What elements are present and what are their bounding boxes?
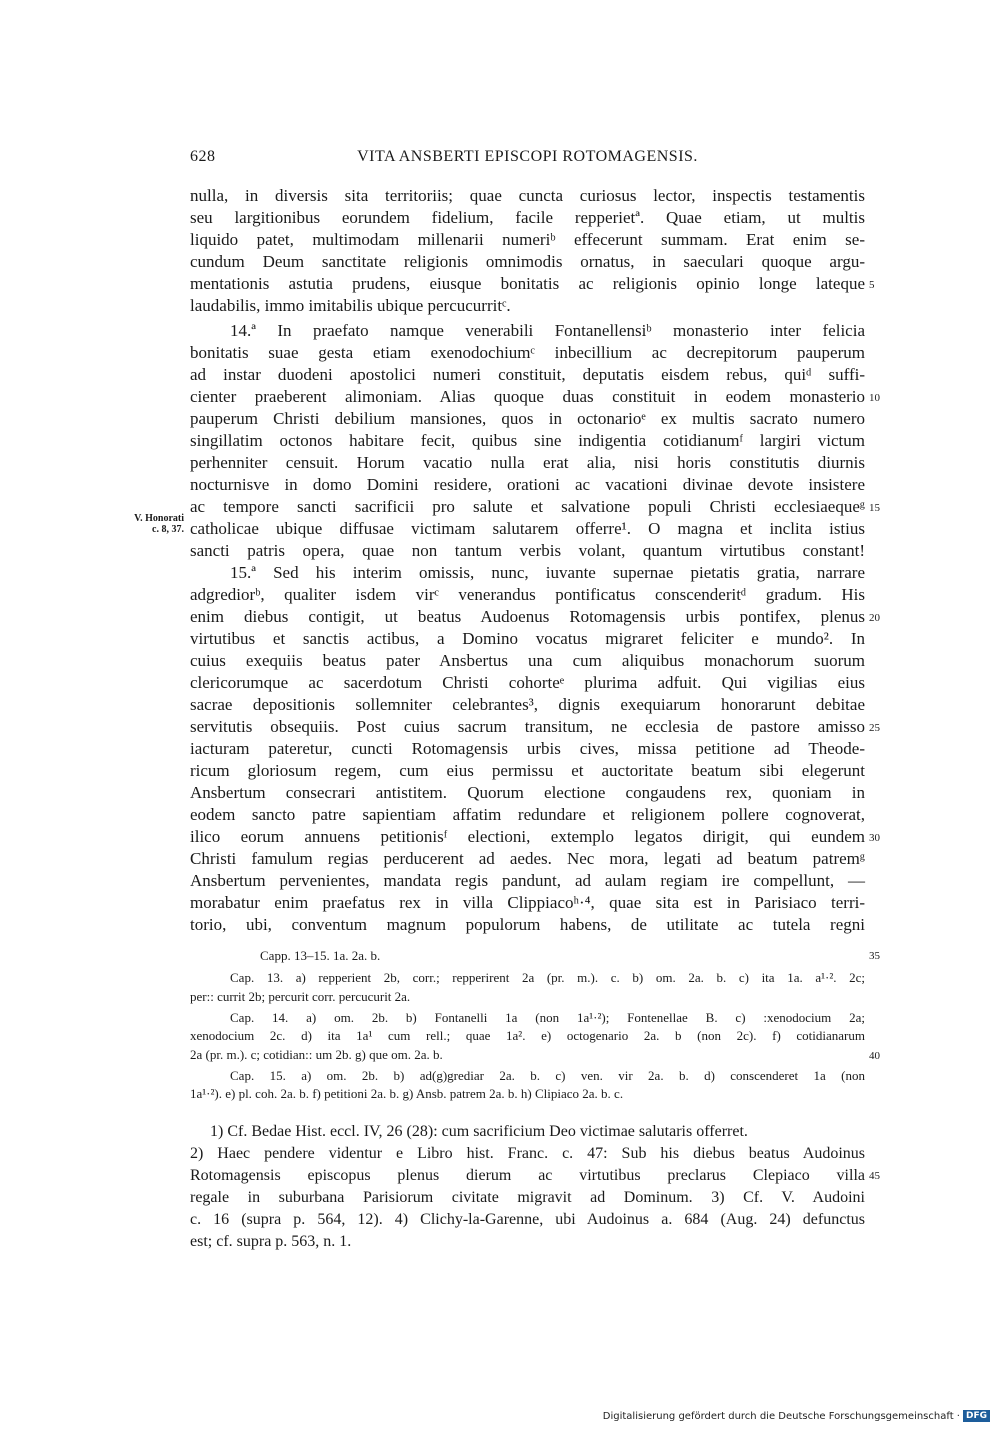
margin-note (118, 513, 184, 535)
apparatus-line: Cap. 15. a) om. 2b. b) ad(g)grediar 2a. b. c) ven. vir 2a. b. d) conscenderet 1a (non (230, 1068, 865, 1083)
footnote-line: est; cf. supra p. 563, n. 1. (190, 1233, 352, 1250)
line-number: 25 (869, 722, 880, 734)
footnote-line: Rotomagensis episcopus plenus dierum ac virtutibus preclarus Clepiaco villa (190, 1167, 865, 1184)
text-line: laudabilis, immo imitabilis ubique percucurritᶜ. (190, 296, 511, 315)
text-line: nulla, in diversis sita territoriis; quae cuncta curiosus lector, inspectis testamentis (190, 186, 865, 205)
text-line: servitutis obsequiis. Post cuius sacrum transitum, ne ecclesia de pastore amisso (190, 717, 865, 736)
text-line: cundum Deum sanctitate religionis omnimodis ornatus, in saeculari quoque argu- (190, 252, 865, 271)
apparatus-line: 1a¹·²). e) pl. coh. 2a. b. f) petitioni 2a. b. g) Ansb. patrem 2a. b. h) Clipiaco 2a. b. c. (190, 1086, 624, 1101)
line-number: 45 (869, 1170, 880, 1182)
line-number: 35 (869, 950, 880, 962)
text-line: ricum gloriosum regem, cum eius permissu et auctoritate beatum sibi elegerunt (190, 761, 865, 780)
text-line: mentationis astutia prudens, eiusque bonitatis ac religionis opinio longe lateque (190, 274, 865, 293)
text-line: eodem sancto patre sapientiam affatim redundare et religionem pollere cognoverat, (190, 805, 865, 824)
digitization-credit (603, 1410, 990, 1422)
footnote-line: 1) Cf. Bedae Hist. eccl. IV, 26 (28): cum sacrificium Deo victimae salutaris offerret. (210, 1123, 748, 1140)
line-number: 30 (869, 832, 880, 844)
apparatus-line: per:: currit 2b; percurit corr. percucurit 2a. (190, 989, 411, 1004)
text-line: ilico eorum annuens petitionisᶠ electioni, extemplo legatos dirigit, qui eundem (190, 827, 865, 846)
footnote-line: regale in suburbana Parisiorum civitate migravit ad Dominum. 3) Cf. V. Audoini (190, 1189, 865, 1206)
page-number: 628 (190, 148, 216, 165)
chapter-start-14: 14.ª In praefato namque venerabili Fontanellensiᵇ monasterio inter felicia (230, 321, 865, 340)
text-line: bonitatis suae gesta etiam exenodochiumᶜ inbecillium ac decrepitorum pauperum (190, 343, 865, 362)
running-header (190, 148, 865, 170)
credit-text: Digitalisierung gefördert durch die Deutsche Forschungsgemeinschaft · (602, 1410, 960, 1422)
text-line: iacturam pateretur, cuncti Rotomagensis urbis cives, missa petitione ad Theode- (190, 739, 865, 758)
footnote-line: 2) Haec pendere videntur e Libro hist. Franc. c. 47: Sub his diebus beatus Audoinus (190, 1145, 865, 1162)
apparatus-line: Cap. 14. a) om. 2b. b) Fontanelli 1a (non 1a¹·²); Fontenellae B. c) :xenodocium 2a; (230, 1010, 865, 1025)
text-line: enim diebus contigit, ut beatus Audoenus Rotomagensis urbis pontifex, plenus (190, 607, 865, 626)
line-number: 5 (869, 279, 875, 291)
apparatus-line: Cap. 13. a) repperient 2b, corr.; repperirent 2a (pr. m.). c. b) om. 2a. b. c) ita 1a. a¹·². 2c; (230, 970, 865, 985)
text-line: ac tempore sancti sacrificii pro salute et salvatione populi Christi ecclesiaequeᵍ (190, 497, 865, 516)
text-line: cuius exequiis beatus pater Ansbertus una cum aliquibus monachorum suorum (190, 651, 865, 670)
text-line: singillatim octonos habitare fecit, quibus sine indigentia cotidianumᶠ largiri victum (190, 431, 865, 450)
margin-note-source: V. Honorati (134, 513, 184, 524)
apparatus-line: xenodocium 2c. d) ita 1a¹ cum rell.; quae 1a². e) octogenario 2a. b (non 2c). f) cotidianarum (190, 1028, 865, 1043)
text-line: liquido patet, multimodam millenarii numeriᵇ effecerunt summam. Erat enim se- (190, 230, 865, 249)
dfg-logo-icon: DFG (963, 1410, 990, 1422)
line-number: 20 (869, 612, 880, 624)
text-line: cienter praeberent alimoniam. Alias quoque duas constituit in eodem monasterio (190, 387, 865, 406)
text-line: Ansbertum pervenientes, mandata regis pandunt, ad aulam regiam ire compellunt, — (190, 871, 865, 890)
text-line: seu largitionibus eorundem fidelium, facile repperietª. Quae etiam, ut multis (190, 208, 865, 227)
text-line: sancti patris opera, quae non tantum verbis volant, quantum virtutibus constant! (190, 541, 865, 560)
line-number: 15 (869, 502, 880, 514)
apparatus-line: Capp. 13–15. 1a. 2a. b. (260, 948, 381, 963)
text-line: sacrae depositionis sollemniter celebrantes³, dignis exequiarum honorarunt debitae (190, 695, 865, 714)
text-line: catholicae ubique diffusae victimam salutarem offerre¹. O magna et inclita istius (190, 519, 865, 538)
text-line: clericorumque ac sacerdotum Christi cohorteᵉ plurima adfuit. Qui vigilias eius (190, 673, 865, 692)
text-line: adgrediorᵇ, qualiter isdem virᶜ venerandus pontificatus conscenderitᵈ gradum. His (190, 585, 865, 604)
line-number: 10 (869, 392, 880, 404)
text-line: torio, ubi, conventum magnum populorum habens, de utilitate ac tutela regni (190, 915, 865, 934)
apparatus-line: 2a (pr. m.). c; cotidian:: um 2b. g) que om. 2a. b. (190, 1047, 443, 1062)
text-line: virtutibus et sanctis actibus, a Domino vocatus migraret feliciter e mundo². In (190, 629, 865, 648)
running-title: VITA ANSBERTI EPISCOPI ROTOMAGENSIS. (357, 148, 698, 165)
margin-note-reference: c. 8, 37. (152, 524, 184, 535)
text-line: Christi famulum regias perducerent ad aedes. Nec mora, legati ad beatum patremᵍ (190, 849, 865, 868)
text-line: nocturnisve in domo Domini residere, orationi ac vacationi divinae devote insistere (190, 475, 865, 494)
line-number: 40 (869, 1050, 880, 1062)
text-line: ad instar duodeni apostolici numeri constituit, deputatis eisdem rebus, quiᵈ suffi- (190, 365, 865, 384)
text-line: morabatur enim praefatus rex in villa Clippiacoʰ·⁴, quae sita est in Parisiaco terri- (190, 893, 865, 912)
text-line: perhenniter censuit. Horum vacatio nulla erat alia, nisi horis constitutis diurnis (190, 453, 865, 472)
text-line: pauperum Christi debilium mansiones, quos in octonarioᵉ ex multis sacrato numero (190, 409, 865, 428)
chapter-start-15: 15.ª Sed his interim omissis, nunc, iuvante supernae pietatis gratia, narrare (230, 563, 865, 582)
text-line: Ansbertum consecrari antistitem. Quorum electione congaudens rex, quoniam in (190, 783, 865, 802)
footnote-line: c. 16 (supra p. 564, 12). 4) Clichy-la-Garenne, ubi Audoinus a. 684 (Aug. 24) defunctus (190, 1211, 865, 1228)
